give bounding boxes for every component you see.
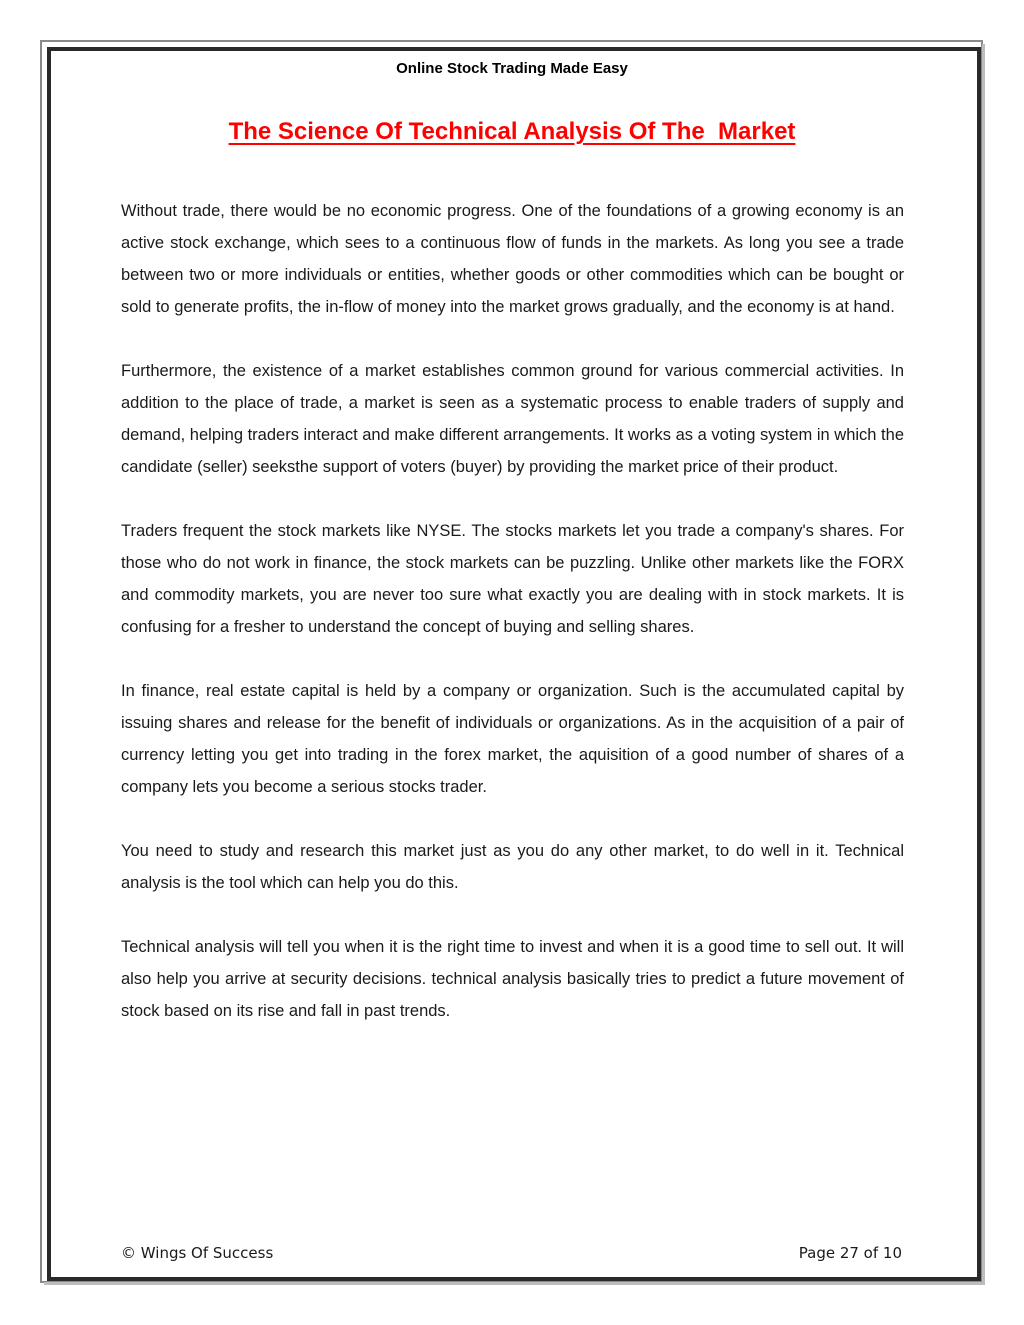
paragraph-5: You need to study and research this market just as you do any other market, to do well in it. Technical analysis is the tool which can help you do this. bbox=[121, 842, 904, 892]
document-body bbox=[121, 195, 904, 1059]
page-shadow-right bbox=[982, 44, 985, 1284]
paragraph-4: In finance, real estate capital is held by a company or organization. Such is the accumulated capital by issuing shares and release for the benefit of individuals or organizations. As in the acquisition of a pair of currency letting you get into trading in the forex market, the aquisition of a good number of shares of a company lets you become a serious stocks trader. bbox=[121, 682, 904, 796]
paragraph-6: Technical analysis will tell you when it is the right time to invest and when it is a good time to sell out. It will also help you arrive at security decisions. technical analysis basically tries to predict a future movement of stock based on its rise and fall in past trends. bbox=[121, 938, 904, 1020]
footer-page-number: Page 27 of 10 bbox=[798, 1244, 902, 1262]
paragraph-2: Furthermore, the existence of a market establishes common ground for various commercial activities. In addition to the place of trade, a market is seen as a systematic process to enable traders of supply and demand, helping traders interact and make different arrangements. It works as a voting system in which the candidate (seller) seeksthe support of voters (buyer) by providing the market price of their product. bbox=[121, 362, 904, 476]
running-header: Online Stock Trading Made Easy bbox=[396, 60, 628, 77]
footer-copyright: © Wings Of Success bbox=[121, 1244, 274, 1262]
page-shadow-bottom bbox=[44, 1282, 985, 1285]
document-title: The Science Of Technical Analysis Of The Market bbox=[228, 118, 796, 145]
paragraph-3: Traders frequent the stock markets like NYSE. The stocks markets let you trade a company's shares. For those who do not work in finance, the stock markets can be puzzling. Unlike other markets like the FORX and commodity markets, you are never too sure what exactly you are dealing with in stock markets. It is confusing for a fresher to understand the concept of buying and selling shares. bbox=[121, 522, 904, 636]
paragraph-1: Without trade, there would be no economic progress. One of the foundations of a growing economy is an active stock exchange, which sees to a continuous flow of funds in the markets. As long you see a trade between two or more individuals or entities, whether goods or other commodities which can be bought or sold to generate profits, the in-flow of money into the market grows gradually, and the economy is at hand. bbox=[121, 202, 904, 316]
